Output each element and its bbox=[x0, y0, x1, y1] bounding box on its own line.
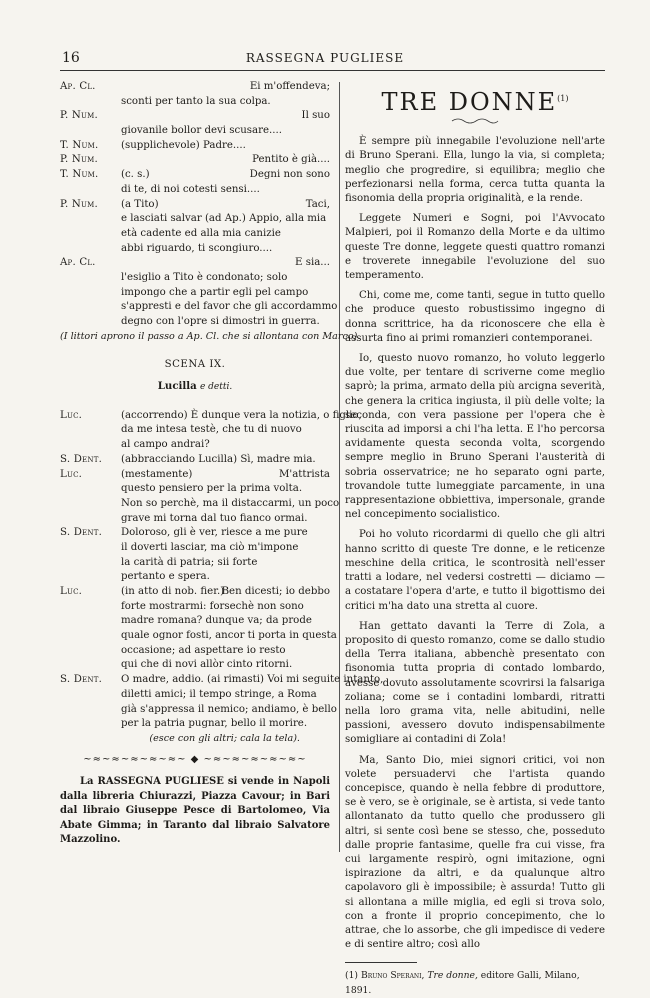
line-text: (mestamente) bbox=[121, 468, 193, 480]
dialogue-line bbox=[60, 256, 330, 271]
footnote-title: Tre donne, bbox=[427, 970, 478, 982]
line-text: al campo andrai? bbox=[121, 439, 210, 451]
dialogue-line bbox=[60, 497, 340, 512]
footnote-author: Bruno Sperani, bbox=[360, 970, 425, 982]
line-text: diletti amici; il tempo stringe, a Roma bbox=[121, 688, 317, 700]
page-number: 16 bbox=[62, 50, 80, 66]
line-text: abbi riguardo, ti scongiuro.... bbox=[121, 242, 273, 254]
speaker-name: P. Num. bbox=[60, 198, 98, 210]
dialogue-line bbox=[60, 124, 330, 139]
dialogue-line bbox=[60, 153, 330, 168]
running-head: RASSEGNA PUGLIESE bbox=[245, 51, 405, 65]
line-continuation: M'attrista bbox=[278, 468, 330, 480]
dialogue-line bbox=[60, 482, 330, 497]
dialogue-line bbox=[60, 95, 330, 110]
line-continuation: Ben dicesti; io debbo bbox=[221, 586, 330, 598]
dialogue-line bbox=[60, 585, 330, 600]
dialogue-line bbox=[60, 703, 337, 718]
speaker-name: S. Dent. bbox=[60, 453, 103, 465]
line-text: per la patria pugnar, bello il morire. bbox=[121, 718, 308, 730]
line-text: il doverti lasciar, ma ciò m'impone bbox=[121, 541, 299, 553]
dialogue-block bbox=[60, 80, 338, 330]
scene-characters bbox=[60, 379, 330, 395]
note-mark: (1) bbox=[557, 94, 569, 103]
stage-direction: (I littori aprono il passo a Ap. Cl. che si allontana con Marco). bbox=[60, 330, 361, 342]
dialogue-line bbox=[60, 614, 330, 629]
dialogue-line bbox=[60, 198, 330, 213]
speaker-name: Ap. Cl. bbox=[60, 257, 96, 269]
dialogue-line bbox=[60, 109, 330, 124]
article-paragraph: Leggete Numeri e Sogni, poi l'Avvocato Malpieri, poi il Romanzo della Morte e da ultimo queste Tre donne, leggete questi quattro romanzi e troverete innegabile l'evoluzione del suo temperamento. bbox=[345, 213, 605, 282]
dialogue-line bbox=[60, 688, 330, 703]
dialogue-line bbox=[60, 315, 330, 330]
dialogue-line bbox=[60, 242, 330, 257]
dialogue-line bbox=[60, 409, 362, 424]
stage-direction-exit: (esce con gli altri; cala la tela). bbox=[149, 732, 300, 744]
header-rule bbox=[60, 70, 605, 71]
line-text: madre romana? dunque va; da prode bbox=[121, 615, 312, 627]
speaker-name: S. Dent. bbox=[60, 674, 103, 686]
line-text: (a Tito) bbox=[121, 198, 159, 210]
article-paragraph: Poi ho voluto ricordarmi di quello che gli altri hanno scritto di queste Tre donne, e le reticenze meschine della critica, le scontrosità nell'esser tratti a lodare, nel vedersi costretti — diciamo — a costatare l'opera d'arte, e tutto il bigottismo dei critici m'ha dato una stretta al cuore. bbox=[345, 529, 605, 612]
dialogue-line bbox=[60, 168, 330, 183]
line-text: pertanto e spera. bbox=[121, 571, 210, 583]
speaker-name: T. Num. bbox=[60, 139, 99, 151]
dialogue-line bbox=[60, 512, 330, 527]
footnote bbox=[345, 969, 605, 997]
speaker-name: Luc. bbox=[60, 409, 83, 421]
speaker-name: P. Num. bbox=[60, 110, 98, 122]
line-continuation: Taci, bbox=[305, 198, 330, 210]
dialogue-line bbox=[60, 526, 330, 541]
line-text: sconti per tanto la sua colpa. bbox=[121, 95, 271, 107]
dialogue-line bbox=[60, 423, 330, 438]
line-text: forte mostrarmi: forsechè non sono bbox=[121, 600, 304, 612]
sales-notice: La RASSEGNA PUGLIESE si vende in Napoli dalla libreria Chiurazzi, Piazza Cavour; in Bari dal libraio Giuseppe Pesce di Bartolomeo, Via Abate Gimma; in Taranto dal libraio Salvatore Mazzolino. bbox=[60, 776, 330, 846]
line-text: quale ognor fosti, ancor ti porta in questa bbox=[121, 630, 337, 642]
dialogue-line bbox=[60, 300, 338, 315]
dialogue-line bbox=[60, 183, 330, 198]
line-text: occasione; ad aspettare io resto bbox=[121, 644, 286, 656]
speaker-name: Ap. Cl. bbox=[60, 81, 96, 92]
footnote-mark: (1) bbox=[345, 970, 359, 982]
footnote-publisher: editore Galli, Milano, 1891. bbox=[345, 970, 580, 996]
line-text: (abbracciando Lucilla) Sì, madre mia. bbox=[121, 453, 316, 465]
dialogue-line bbox=[60, 453, 330, 468]
footnote-rule bbox=[345, 962, 417, 963]
line-text: Non so perchè, ma il distaccarmi, un poco bbox=[121, 497, 340, 509]
line-text: (c. s.) bbox=[121, 169, 150, 181]
dialogue-line bbox=[60, 556, 330, 571]
speaker-name: T. Num. bbox=[60, 169, 99, 181]
line-text: qui che di novi allòr cinto ritorni. bbox=[121, 659, 293, 671]
dialogue-line bbox=[60, 541, 330, 556]
line-text: Doloroso, gli è ver, riesce a me pure bbox=[121, 527, 308, 539]
column-divider bbox=[339, 82, 340, 852]
left-column bbox=[60, 80, 384, 848]
line-text: giovanile bollor devi scusare.... bbox=[121, 125, 282, 137]
line-text: e lasciati salvar (ad Ap.) Appio, alla mia bbox=[121, 213, 327, 225]
dialogue-line bbox=[60, 227, 330, 242]
dialogue-line bbox=[60, 644, 330, 659]
article-paragraph: Ma, Santo Dio, miei signori critici, voi non volete persuadervi che l'artista quando concepisce, quando è nella febbre di produttore, se è vero, se è originale, se è artista, si vede tanto allontanato da tutto quello che produssero gli altri, si sente così bene se stesso, che, posseduto dalle proprie fantasime, quelle fra cui visse, fra cui largamente respirò, ogni imitazione, ogni ispirazione da altri, e da qualunque altro capolavoro gli è impossibile; è assurda! Tutto gli si allontana a mille miglia, ed egli si trova solo, con a fronte il proprio concepimento, che lo attrae, che lo assorbe, che gli impedisce di vedere e di sentire altro; così allo bbox=[345, 754, 605, 951]
line-text: età cadente ed alla mia canizie bbox=[121, 227, 281, 239]
dialogue-line bbox=[60, 271, 330, 286]
dialogue-line bbox=[60, 139, 330, 154]
line-text: già s'appressa il nemico; andiamo, è bello bbox=[121, 703, 337, 715]
line-text: (in atto di nob. fier.) bbox=[121, 586, 225, 598]
speaker-name: Luc. bbox=[60, 586, 83, 598]
article-body bbox=[345, 135, 605, 952]
flourish-ornament bbox=[450, 117, 500, 125]
article-paragraph: Chi, come me, come tanti, segue in tutto quello che produce questo robustissimo ingegno di donna scrittrice, ha da riconoscere che ella è assurta fino ai primi romanzieri contemporanei. bbox=[345, 290, 605, 344]
dialogue-line bbox=[60, 468, 330, 483]
dialogue-line bbox=[60, 629, 337, 644]
ornament-divider: ~≈~≈~≈~≈~≈~ ◆ ~≈~≈~≈~≈~≈~ bbox=[83, 753, 307, 765]
line-text: O madre, addio. (ai rimasti) Voi mi seguite intanto, bbox=[121, 674, 384, 686]
line-text: impongo che a partir egli pel campo bbox=[121, 286, 309, 298]
dialogue-line bbox=[60, 717, 330, 732]
line-text: degno con l'opre si dimostri in guerra. bbox=[121, 316, 320, 327]
line-text: questo pensiero per la prima volta. bbox=[121, 483, 303, 495]
dialogue-line bbox=[60, 438, 330, 453]
character-name: Lucilla bbox=[157, 380, 197, 393]
line-continuation: Ei m'offendeva; bbox=[249, 81, 330, 92]
line-text: di te, di noi cotesti sensi.... bbox=[121, 183, 260, 195]
dialogue-line bbox=[60, 286, 330, 301]
right-column bbox=[345, 80, 605, 998]
line-text: (accorrendo) È dunque vera la notizia, o figlio, bbox=[121, 409, 362, 421]
line-continuation: E sia... bbox=[295, 257, 330, 269]
dialogue-line bbox=[60, 570, 330, 585]
character-rest: e detti. bbox=[199, 382, 233, 393]
line-text: grave mi torna dal tuo fianco ormai. bbox=[121, 512, 308, 524]
article-paragraph: Io, questo nuovo romanzo, ho voluto leggerlo due volte, per tentare di scriverne come meglio saprò; la prima, armato della più arcigna severità, che genera la critica ingiusta, il più delle volte; la seconda, con vera passione per l'opera che è riuscita ad imporsi a chi l'ha letta. E l'ho percorsa avidamente questa seconda volta, scorgendo sempre meglio in Bruno Sperani l'austerità di sobria osservatrice; ne ho separato ogni parte, trovandole tutte lumeggiate parcamente, in una rappresentazione obbiettiva, impersonale, grande nel concepimento socialistico. bbox=[345, 353, 605, 521]
line-continuation: Pentito è già.... bbox=[252, 154, 330, 166]
scene-heading: SCENA IX. bbox=[164, 359, 226, 371]
speaker-name: Luc. bbox=[60, 468, 83, 480]
line-text: (supplichevole) Padre.... bbox=[121, 139, 246, 151]
article-paragraph: Han gettato davanti la Terre di Zola, a proposito di questo romanzo, come se dallo studio della Terra italiana, abbenchè presentato con fisonomia tutta propria di contado lombardo, avesse dovuto assolutamente scovrirsi la falsariga zoliana; come se i contadini lombardi, ritratti nella loro grama vita, nelle abitudini, nelle passioni, avessero dovuto indispensabilmente somigliare ai contadini di Zola! bbox=[345, 620, 605, 746]
article-title-text: TRE DONNE bbox=[381, 88, 558, 116]
line-continuation: Il suo bbox=[301, 110, 330, 122]
line-text: s'appresti e del favor che gli accordammo bbox=[121, 301, 338, 313]
dialogue-line bbox=[60, 212, 330, 227]
dialogue-line bbox=[60, 673, 384, 688]
line-text: la carità di patria; sii forte bbox=[121, 556, 258, 568]
dialogue-line bbox=[60, 80, 330, 95]
speaker-name: S. Dent. bbox=[60, 527, 103, 539]
speaker-name: P. Num. bbox=[60, 154, 98, 166]
article-title bbox=[345, 88, 605, 116]
line-text: l'esiglio a Tito è condonato; solo bbox=[121, 271, 288, 283]
line-continuation: Degni non sono bbox=[249, 169, 330, 181]
article-paragraph: È sempre più innegabile l'evoluzione nell'arte di Bruno Sperani. Ella, lungo la via, si completa; meglio che progredire, si equilibra; meglio che perfezionarsi nella forma, cerca tutta quanta la fisonomia della propria originalità, e la rende. bbox=[345, 136, 605, 205]
dialogue-block-2 bbox=[60, 409, 384, 732]
dialogue-line bbox=[60, 658, 330, 673]
line-text: da me intesa testè, che tu di nuovo bbox=[121, 424, 302, 436]
dialogue-line bbox=[60, 600, 330, 615]
